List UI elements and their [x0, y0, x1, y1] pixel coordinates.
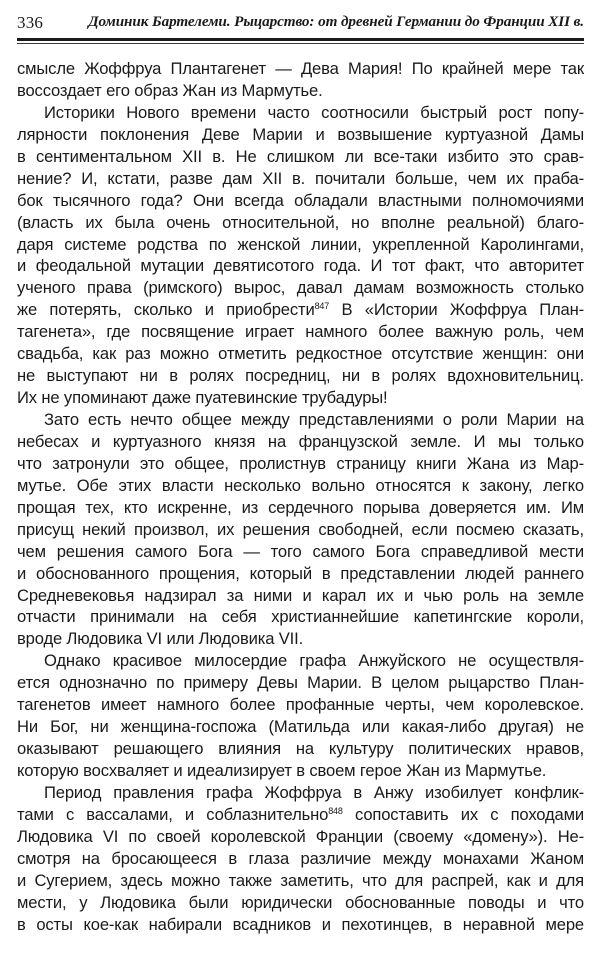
text-line: оказывают решающего влияния на культуру политических нравов, — [17, 739, 584, 759]
paragraph — [17, 58, 584, 102]
text-line: Зато есть нечто общее между представлениями о роли Марии на — [44, 410, 584, 429]
text-line: которую восхваляет и идеализирует в своем герое Жан из Мармутье. — [17, 761, 547, 780]
running-title: Доминик Бартелеми. Рыцарство: от древней Германии до Франции XII в. — [88, 13, 584, 30]
text-line: бок тысячного года? Они всегда обладали властными полномочиями — [17, 190, 584, 210]
text-line: Период правления графа Жоффруа в Анжу изобилует конфлик- — [44, 782, 584, 802]
text-line: лярности поклонения Деве Марии и возвышение куртуазной Дамы — [17, 124, 584, 144]
text-segment: же потерять, сколько и приобрести — [17, 300, 315, 320]
header-rule-thick — [17, 38, 584, 41]
text-line: в осты кое-как набирали всадников и пехотинцев, в неравной мере — [17, 914, 584, 934]
text-line: мутье. Обе этих власти несколько вольно относятся к закону, легко — [17, 475, 584, 495]
footnote-marker-847[interactable]: 847 — [314, 301, 330, 312]
text-line: прощая тех, кто искренне, из сердечного порыва доверяется им. Им — [17, 497, 584, 517]
text-line: нение? И, кстати, разве дам XII в. почитали больше, чем их праба- — [17, 168, 584, 188]
text-line: воссоздает его образ Жан из Мармутье. — [17, 80, 323, 100]
text-line: отчасти принимали на себя христианнейшие капетингские короли, — [17, 607, 584, 627]
text-line: Однако красивое милосердие графа Анжуйского не осуществля- — [44, 651, 584, 671]
paragraph — [17, 409, 584, 650]
text-line: смотря на бросающееся в глаза различие между монахами Жаном — [17, 848, 584, 868]
footnote-marker-848[interactable]: 848 — [328, 805, 343, 816]
text-line: чем решения самого Бога — того самого Бога справедливой мести — [17, 541, 584, 561]
text-line: небесах и куртуазного князя на французской земле. И мы только — [17, 431, 584, 451]
page-number: 336 — [17, 13, 44, 32]
text-line: мести, у Людовика были юридически обоснованные поводы и что — [17, 892, 584, 912]
text-line: тагенета», где посвящение играет намного более важную роль, чем — [17, 322, 584, 342]
paragraph — [17, 650, 584, 782]
text-line: смысле Жоффруа Плантагенет — Дева Мария! По крайней мере так — [17, 59, 584, 78]
text-line: вроде Людовика VI или Людовика VII. — [17, 629, 304, 649]
text-line: Историки Нового времени часто соотносили быстрый рост попу- — [44, 102, 584, 122]
text-line: Ни Бог, ни женщина-госпожа (Матильда или какая-либо другая) не — [17, 717, 584, 737]
text-line: ученого права (римского) вырос, давал дамам возможность столько — [17, 278, 584, 298]
text-line-with-footnote — [17, 299, 584, 321]
text-line: и Сугерием, здесь можно также заметить, что для распрей, как и для — [17, 870, 584, 890]
text-line: и феодальной мутации девятисотого года. И тот факт, что авторитет — [17, 256, 584, 276]
text-line: ется однозначно по примеру Девы Марии. В целом рыцарство План- — [17, 673, 584, 693]
text-line: даря системе родства по женской линии, укрепленной Каролингами, — [17, 234, 584, 254]
text-segment: сопоставить их с походами — [342, 804, 584, 824]
text-line: в сентиментальном XII в. Не слишком ли все-таки избито это срав- — [17, 146, 584, 166]
text-line-with-footnote — [17, 804, 584, 826]
text-line: Людовика VI по своей королевской Франции (своему «домену»). Не- — [17, 826, 584, 846]
text-line: и обоснованного прощения, который в представлении людей раннего — [17, 563, 584, 583]
text-line: не выступают ни в ролях посредниц, ни в ролях вдохновительниц. — [17, 366, 584, 386]
text-line: свадьба, как раз можно отметить редкостное отсутствие женщин: они — [17, 344, 584, 364]
text-line: Средневековья надзирал за ними и карал их и чью роль на земле — [17, 585, 584, 605]
text-segment: тами с вассалами, и соблазнительно — [17, 804, 329, 824]
body-text — [17, 58, 584, 936]
text-line: (власть их была очень относительной, но вполне реальной) благо- — [17, 212, 584, 232]
running-head — [17, 12, 584, 34]
paragraph — [17, 782, 584, 936]
text-line: тагенетов имеет намного более профанные черты, чем королевское. — [17, 695, 584, 715]
text-segment: В «Истории Жоффруа План- — [329, 300, 584, 320]
text-line: Их не упоминают даже пуатевинские трубадуры! — [17, 388, 388, 408]
text-line: что затронули это общее, пролистнув страницу книги Жана из Мар- — [17, 453, 584, 473]
header-rule-thin — [17, 43, 584, 44]
text-line: присущ некий произвол, их решения свободней, если посмею сказать, — [17, 519, 584, 539]
paragraph — [17, 102, 584, 409]
